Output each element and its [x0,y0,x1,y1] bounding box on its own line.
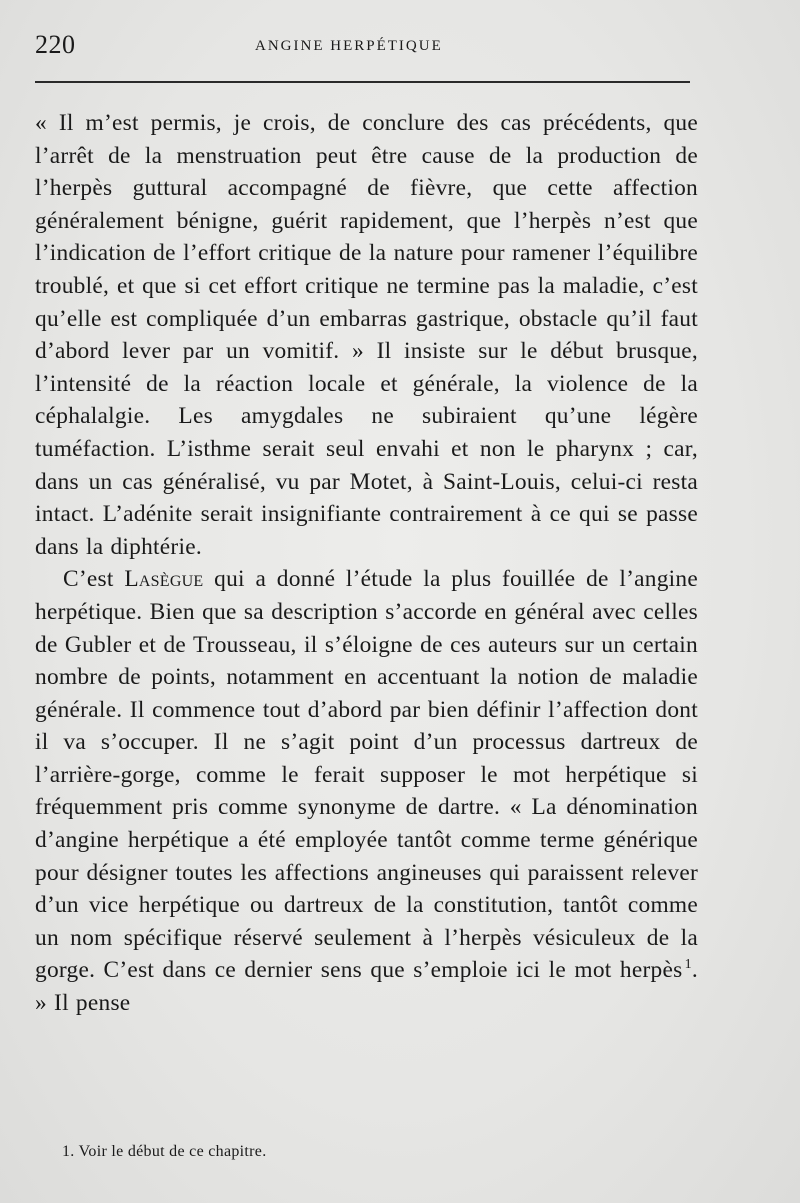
paragraph: « Il m’est permis, je crois, de conclure des cas précédents, que l’arrêt de la menstruation peut être cause de la production de l’herpès guttural accompagné de fièvre, que cette affection généralement bénigne, guérit rapidement, que l’herpès n’est que l’indication de l’effort critique de la nature pour ramener l’équilibre troublé, et que si cet effort critique ne termine pas la maladie, c’est qu’elle est compliquée d’un embarras gastrique, obstacle qu’il faut d’abord lever par un vomitif. » Il insiste sur le début brusque, l’intensité de la réaction locale et générale, la violence de la céphalalgie. Les amygdales ne subiraient qu’une légère tuméfaction. L’isthme serait seul envahi et non le pharynx ; car, dans un cas généralisé, vu par Motet, à Saint-Louis, celui-ci resta intact. L’adénite serait insignifiante contrairement à ce qui se passe dans la diphtérie. [35,110,698,560]
author-name: Lasègue [124,566,204,593]
footnote-reference[interactable]: 1 [684,957,692,973]
header-rule [35,81,690,83]
body-text [35,107,698,1020]
paragraph [35,563,698,1019]
paragraph-text: qui a donné l’étude la plus fouillée de l’angine herpétique. Bien que sa description s’accorde en général avec celles de Gubler et de Trousseau, il s’éloigne de ces auteurs sur un certain nombre de points, notamment en accentuant la notion de maladie générale. Il commence tout d’abord par bien définir l’affection dont il va s’occuper. Il ne s’agit point d’un processus dartreux de l’arrière-gorge, comme le ferait supposer le mot herpétique si fréquemment pris comme synonyme de dartre. « La dénomination d’angine herpétique a été employée tantôt comme terme générique pour désigner toutes les affections angineuses qui paraissent relever d’un vice herpétique ou dartreux de la constitution, tantôt comme un nom spécifique réservé seulement à l’herpès vésiculeux de la gorge. C’est dans ce dernier sens que s’emploie ici le mot herpès [35,566,698,984]
running-head: ANGINE HERPÉTIQUE [255,38,443,54]
paragraph-end: . » Il pense [35,957,698,1017]
page-header [35,30,690,66]
page-number: 220 [35,30,76,59]
footnote: 1. Voir le début de ce chapitre. [62,1143,267,1160]
paragraph-start: C’est [63,566,114,593]
